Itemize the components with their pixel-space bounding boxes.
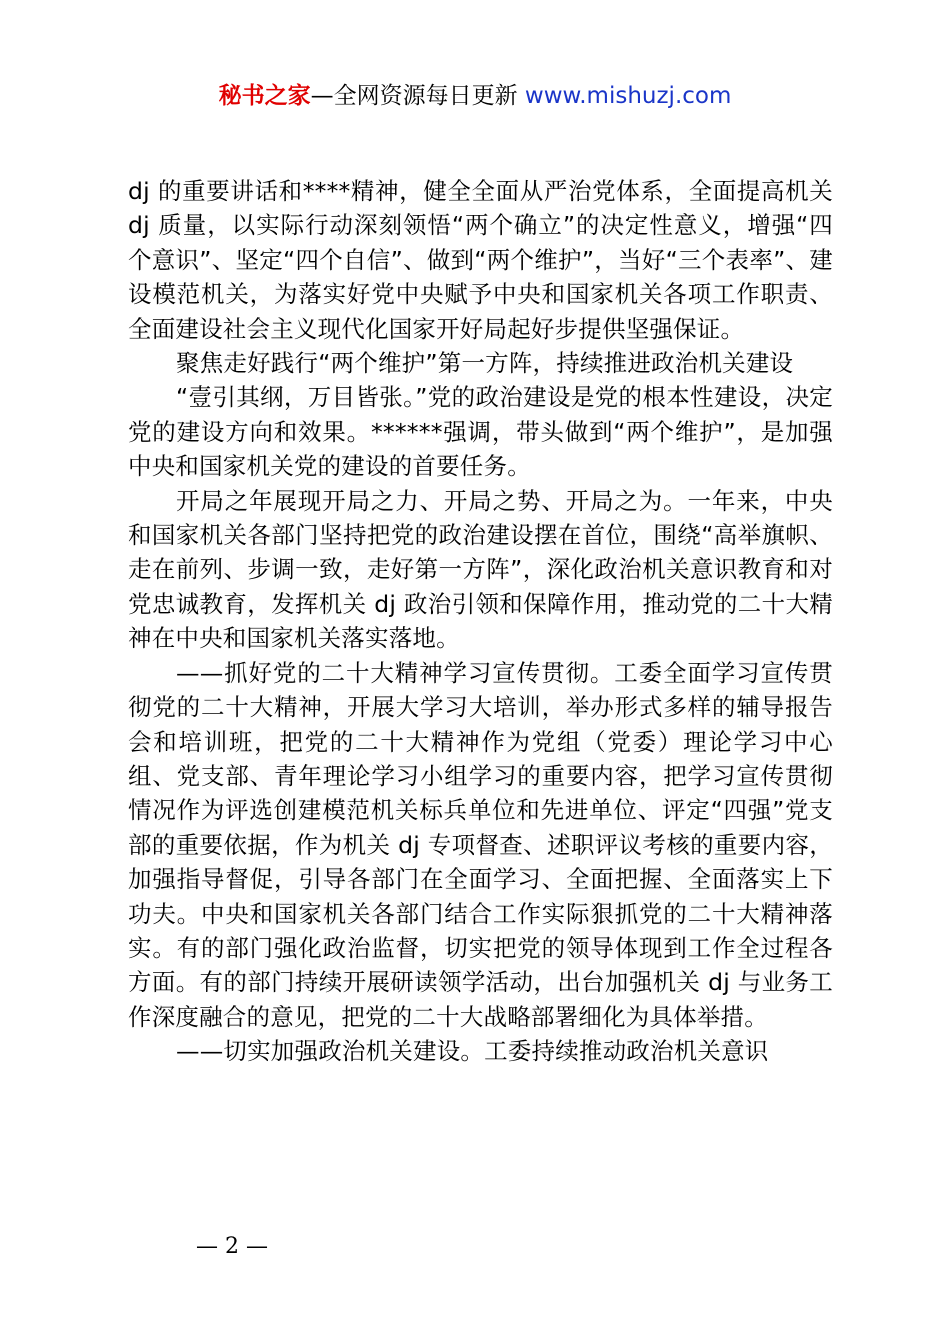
document-body (128, 174, 833, 1069)
header-tagline: —全网资源每日更新 (310, 83, 525, 109)
page-number: — 2 — (196, 1234, 268, 1259)
paragraph: ——切实加强政治机关建设。工委持续推动政治机关意识 (176, 1037, 769, 1066)
page-header (0, 80, 950, 112)
header-url-link[interactable]: www.mishuzj.com (524, 83, 732, 109)
paragraph: ——抓好党的二十大精神学习宣传贯彻。工委全面学习宣传贯彻党的二十大精神，开展大学习大培训，举办形式多样的辅导报告会和培训班，把党的二十大精神作为党组（党委）理论学习中心组、党支部、青年理论学习小组学习的重要内容，把学习宣传贯彻情况作为评选创建模范机关标兵单位和先进单位、评定“四强”党支部的重要依据，作为机关 dj 专项督查、述职评议考核的重要内容，加强指导督促，引导各部门在全面学习、全面把握、全面落实上下功夫。中央和国家机关各部门结合工作实际狠抓党的二十大精神落实。有的部门强化政治监督，切实把党的领导体现到工作全过程各方面。有的部门持续开展研读领学活动，出台加强机关 dj 与业务工作深度融合的意见，把党的二十大战略部署细化为具体举措。 (128, 658, 833, 1031)
header-brand: 秘书之家 (218, 83, 311, 109)
paragraph-continuation: dj 的重要讲话和****精神，健全全面从严治党体系，全面提高机关 dj 质量，以实际行动深刻领悟“两个确立”的决定性意义，增强“四个意识”、坚定“四个自信”、做到“两个维护”，当好“三个表率”、建设模范机关，为落实好党中央赋予中央和国家机关各项工作职责、全面建设社会主义现代化国家开好局起好步提供坚强保证。 (128, 177, 833, 343)
paragraph: 开局之年展现开局之力、开局之势、开局之为。一年来，中央和国家机关各部门坚持把党的政治建设摆在首位，围绕“高举旗帜、走在前列、步调一致，走好第一方阵”，深化政治机关意识教育和对党忠诚教育，发挥机关 dj 政治引领和保障作用，推动党的二十大精神在中央和国家机关落实落地。 (128, 486, 833, 653)
section-heading: 聚焦走好践行“两个维护”第一方阵，持续推进政治机关建设 (176, 349, 794, 378)
paragraph: “壹引其纲，万目皆张。”党的政治建设是党的根本性建设，决定党的建设方向和效果。******强调，带头做到“两个维护”，是加强中央和国家机关党的建设的首要任务。 (128, 383, 833, 481)
